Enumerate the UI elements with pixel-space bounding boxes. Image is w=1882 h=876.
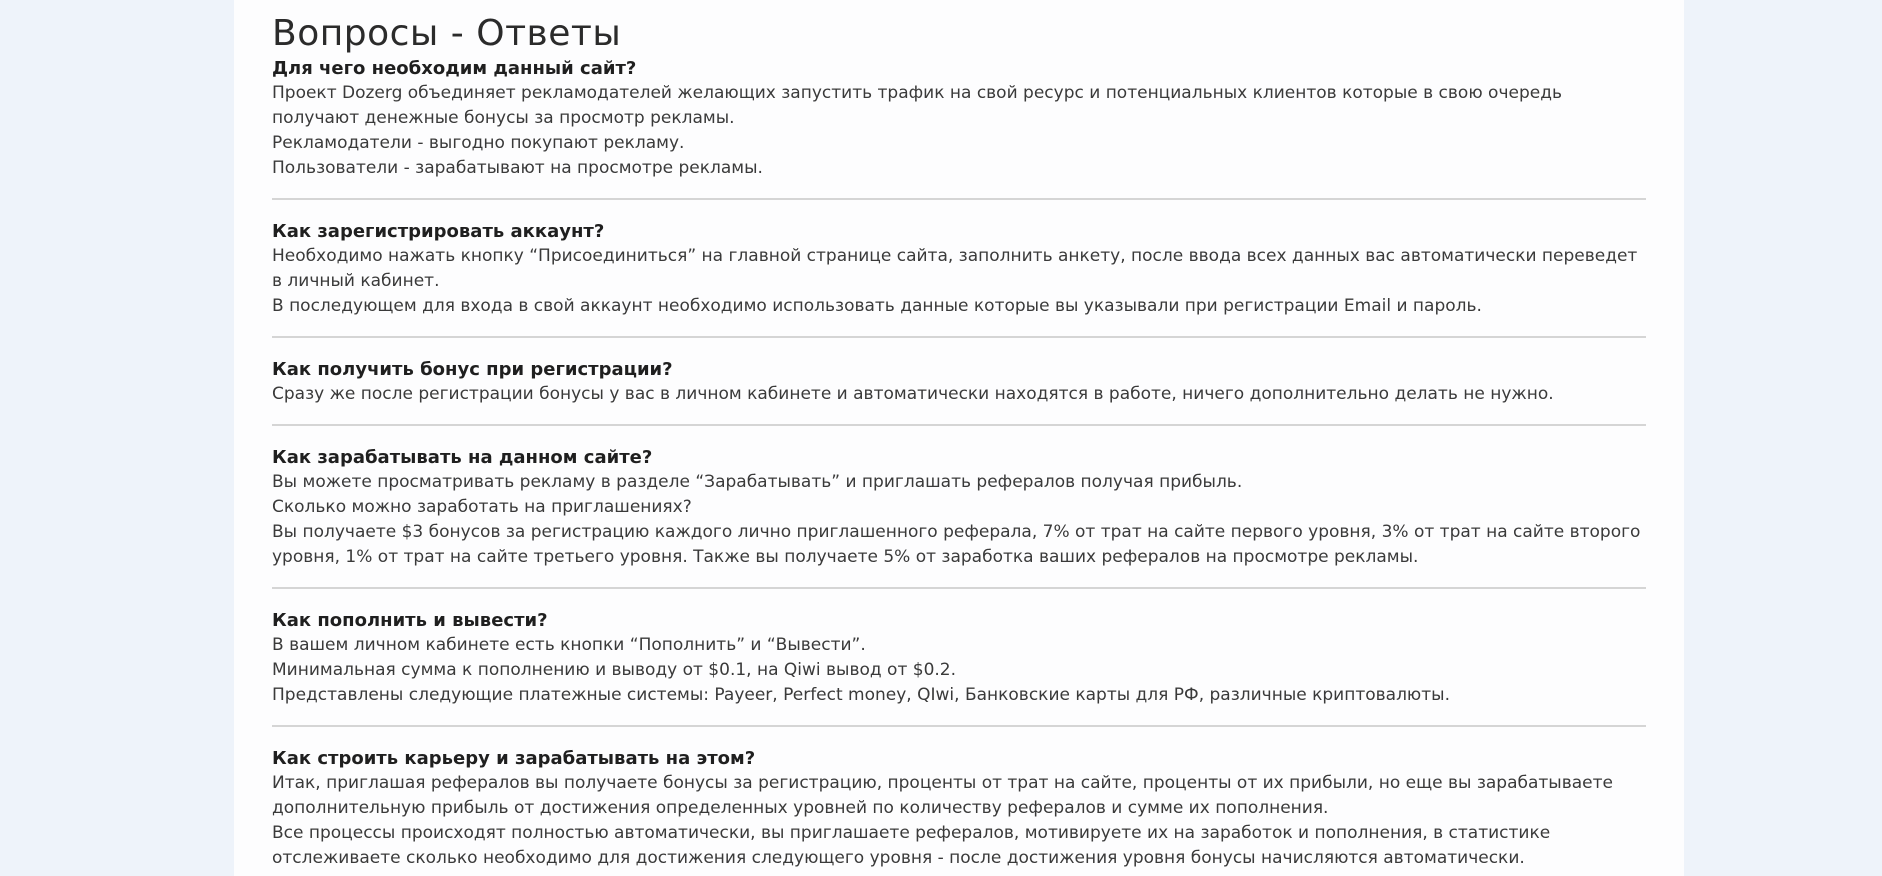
faq-answer-paragraph: Сразу же после регистрации бонусы у вас в личном кабинете и автоматически находятся в работе, ничего дополнительно делать не нужно. <box>272 384 1554 404</box>
faq-answer-paragraph: Сколько можно заработать на приглашениях? <box>272 497 692 517</box>
divider <box>272 725 1646 727</box>
divider <box>272 424 1646 426</box>
page-title: Вопросы - Ответы <box>272 13 622 54</box>
faq-answer <box>272 81 1646 181</box>
faq-item-career <box>272 746 1646 871</box>
faq-answer <box>272 771 1646 871</box>
divider <box>272 198 1646 200</box>
faq-question: Как пополнить и вывести? <box>272 610 548 631</box>
faq-answer-paragraph: Проект Dozerg объединяет рекламодателей желающих запустить трафик на свой ресурс и потенциальных клиентов которые в свою очередь получают денежные бонусы за просмотр рекламы. <box>272 83 1562 128</box>
faq-question: Как строить карьеру и зарабатывать на этом? <box>272 748 756 769</box>
faq-question: Для чего необходим данный сайт? <box>272 58 637 79</box>
faq-answer-paragraph: Пользователи - зарабатывают на просмотре рекламы. <box>272 158 763 178</box>
faq-item-deposit-withdraw <box>272 608 1646 708</box>
faq-question: Как зарегистрировать аккаунт? <box>272 221 605 242</box>
faq-item-bonus <box>272 357 1646 407</box>
faq-answer-paragraph: Вы можете просматривать рекламу в разделе “Зарабатывать” и приглашать рефералов получая прибыль. <box>272 472 1243 492</box>
faq-answer-paragraph: Рекламодатели - выгодно покупают рекламу. <box>272 133 685 153</box>
divider <box>272 587 1646 589</box>
faq-question: Как зарабатывать на данном сайте? <box>272 447 653 468</box>
faq-question: Как получить бонус при регистрации? <box>272 359 673 380</box>
faq-answer-paragraph: Все процессы происходят полностью автоматически, вы приглашаете рефералов, мотивируете их на заработок и пополнения, в статистике отслеживаете сколько необходимо для достижения следующего уровня - после достижения уровня бонусы начисляются автоматически. <box>272 823 1551 868</box>
faq-item-purpose <box>272 56 1646 181</box>
faq-item-register <box>272 219 1646 319</box>
faq-answer-paragraph: Представлены следующие платежные системы: Payeer, Perfect money, QIwi, Банковские карты для РФ, различные криптовалюты. <box>272 685 1450 705</box>
faq-answer <box>272 244 1646 319</box>
faq-answer-paragraph: Необходимо нажать кнопку “Присоединиться” на главной странице сайта, заполнить анкету, после ввода всех данных вас автоматически переведет в личный кабинет. <box>272 246 1638 291</box>
faq-item-earn <box>272 445 1646 570</box>
faq-answer-paragraph: Итак, приглашая рефералов вы получаете бонусы за регистрацию, проценты от трат на сайте, проценты от их прибыли, но еще вы зарабатываете дополнительную прибыль от достижения определенных уровней по количеству рефералов и сумме их пополнения. <box>272 773 1613 818</box>
divider <box>272 336 1646 338</box>
faq-section <box>272 12 1646 871</box>
faq-answer-paragraph: В вашем личном кабинете есть кнопки “Пополнить” и “Вывести”. <box>272 635 866 655</box>
faq-answer-paragraph: Минимальная сумма к пополнению и выводу от $0.1, на Qiwi вывод от $0.2. <box>272 660 957 680</box>
faq-answer <box>272 382 1646 407</box>
faq-answer <box>272 633 1646 708</box>
faq-answer <box>272 470 1646 570</box>
faq-answer-paragraph: В последующем для входа в свой аккаунт необходимо использовать данные которые вы указывали при регистрации Email и пароль. <box>272 296 1482 316</box>
faq-answer-paragraph: Вы получаете $3 бонусов за регистрацию каждого лично приглашенного реферала, 7% от трат на сайте первого уровня, 3% от трат на сайте второго уровня, 1% от трат на сайте третьего уровня. Также вы получаете 5% от заработка ваших рефералов на просмотре рекламы. <box>272 522 1641 567</box>
